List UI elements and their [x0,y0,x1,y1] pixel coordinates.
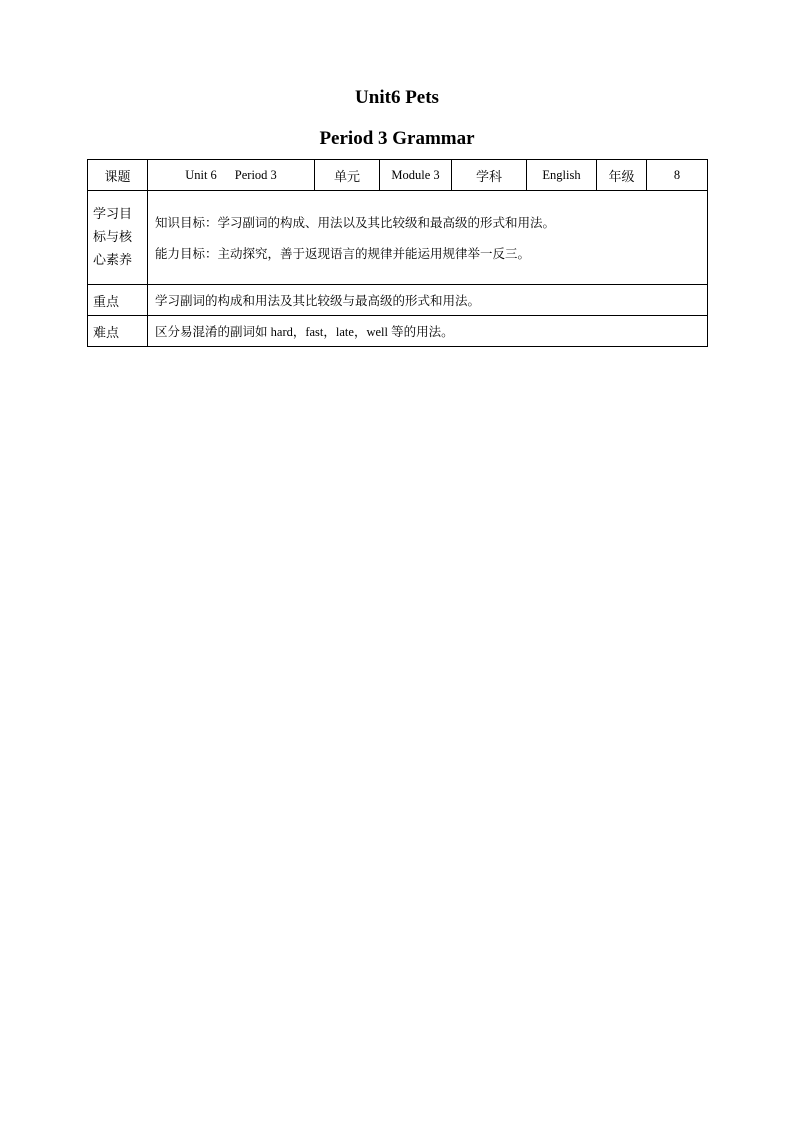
goals-label-line1: 学习目 [93,207,133,222]
difficulty-words: hard，fast，late，well [267,325,392,339]
difficulty-label: 难点 [88,316,148,347]
subject-label: 学科 [452,160,527,191]
header-row [88,160,708,191]
grade-value: 8 [647,160,708,191]
knowledge-goal: 知识目标：学习副词的构成、用法以及其比较级和最高级的形式和用法。 [155,214,556,230]
topic-unit: Unit 6 [185,167,217,182]
unit-label: 单元 [315,160,380,191]
goals-label [88,191,148,285]
goals-row [88,191,708,285]
difficulty-row [88,316,708,347]
key-point-label: 重点 [88,285,148,316]
topic-value [148,160,315,191]
unit-value: Module 3 [380,160,452,191]
goals-content [148,191,708,285]
ability-goal: 能力目标：主动探究，善于返现语言的规律并能运用规律举一反三。 [155,245,531,261]
lesson-plan-table [87,159,708,347]
key-point-text: 学习副词的构成和用法及其比较级与最高级的形式和用法。 [148,285,708,316]
difficulty-suffix: 等的用法。 [391,324,454,339]
difficulty-prefix: 区分易混淆的副词如 [155,324,268,339]
document-subtitle: Period 3 Grammar [319,128,475,149]
key-point-row [88,285,708,316]
document-title: Unit6 Pets [355,87,439,108]
goals-label-line2: 标与核 [93,230,133,245]
topic-period: Period 3 [234,167,277,182]
grade-label: 年级 [597,160,647,191]
goals-label-line3: 心素养 [93,253,133,268]
topic-label: 课题 [88,160,148,191]
subject-value: English [527,160,597,191]
difficulty-text [148,316,708,347]
